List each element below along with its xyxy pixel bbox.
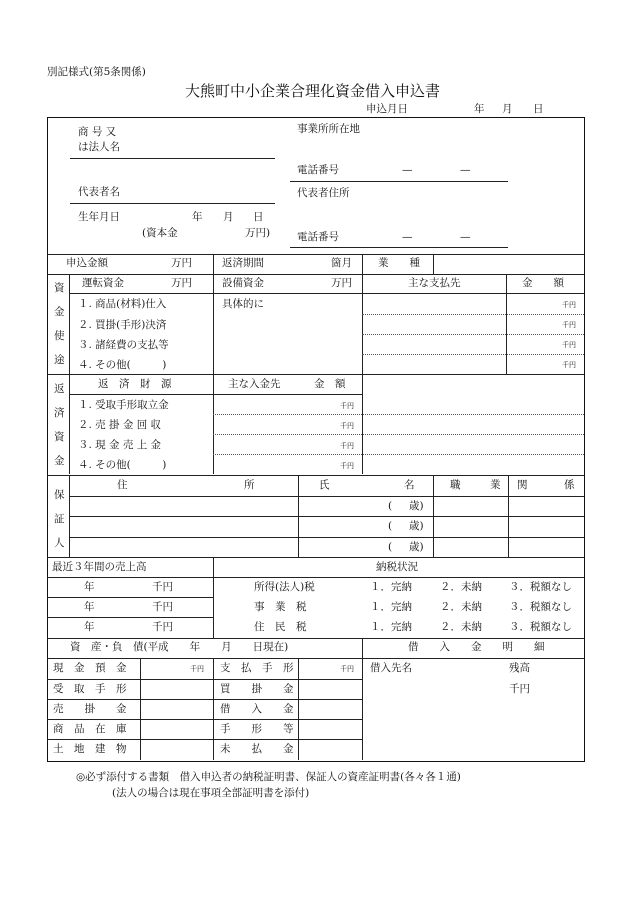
date-day: 日: [533, 103, 544, 115]
use-item-2: ２. 買掛(手形)決済: [78, 319, 167, 331]
divider: [506, 274, 507, 374]
divider: [47, 679, 362, 680]
divider: [69, 293, 584, 294]
age-open-3: (: [388, 541, 393, 553]
office-address-label: 事業所所在地: [297, 123, 360, 135]
date-month: 月: [502, 103, 513, 115]
assets-header: 資 産・負 債(平成 年 月 日現在): [70, 641, 289, 653]
page-title: 大熊町中小企業合理化資金借入申込書: [185, 82, 441, 100]
form-reference: 別記様式(第5条関係): [47, 66, 146, 78]
divider: [433, 254, 434, 274]
tax-header: 納税状況: [376, 561, 418, 573]
dotted-row-line: [213, 454, 584, 455]
divider: [47, 557, 584, 558]
payee-header: 主な支払先: [408, 277, 461, 289]
tax-business-none: ３．税額なし: [509, 601, 572, 613]
liability-unit: 千円: [340, 665, 354, 673]
guarantor-side-2: 証: [54, 513, 65, 525]
date-label: 申込月日: [366, 103, 408, 115]
divider: [47, 719, 362, 720]
dotted-row-line: [213, 434, 584, 435]
divider: [47, 475, 584, 476]
dotted-row-line: [213, 414, 584, 415]
divider: [69, 394, 362, 395]
sales-unit-3: 千円: [152, 621, 173, 633]
trade-name-field[interactable]: [70, 158, 275, 159]
liability-unpaid: 未 払 金: [220, 743, 294, 755]
attachment-note: ◎必ず添付する書類 借入申込者の納税証明書、保証人の資産証明書(各々各１通): [76, 771, 461, 783]
loan-amount-unit: 万円: [171, 257, 192, 269]
birth-year: 年: [192, 211, 203, 223]
date-year: 年: [474, 103, 485, 115]
operating-funds-label: 運転資金: [82, 277, 124, 289]
guarantor-name-header-2: 名: [404, 479, 415, 491]
tax-label-income: 所得(法人)税: [254, 581, 315, 593]
rep-phone-label: 電話番号: [297, 231, 339, 243]
sales-unit-1: 千円: [152, 581, 173, 593]
use-item-1: １. 商品(材料)仕入: [78, 298, 167, 310]
guarantor-side-3: 人: [54, 537, 65, 549]
tax-income-none: ３．税額なし: [509, 581, 572, 593]
divider: [362, 274, 363, 374]
repay-amount-unit-4: 千円: [340, 462, 354, 470]
tax-label-resident: 住 民 税: [254, 621, 307, 633]
repay-side-3: 資: [54, 431, 65, 443]
tax-income-unpaid: ２．未納: [440, 581, 482, 593]
rep-name-field[interactable]: [70, 203, 275, 204]
repay-item-2: ２. 売 掛 金 回 収: [78, 419, 162, 431]
guarantor-name-header: 氏: [319, 479, 330, 491]
trade-name-label: 商 号 又: [78, 126, 117, 138]
divider: [47, 254, 584, 255]
divider: [47, 638, 584, 639]
use-side-4: 途: [54, 354, 65, 366]
age-open-2: (: [388, 520, 393, 532]
use-side-3: 使: [54, 330, 65, 342]
divider: [47, 597, 213, 598]
divider: [362, 254, 363, 274]
repay-side-1: 返: [54, 383, 65, 395]
industry-label: 業 種: [378, 257, 420, 269]
sales-header: 最近３年間の売上高: [52, 561, 147, 573]
guarantor-side-1: 保: [54, 489, 65, 501]
asset-notes-receivable: 受 取 手 形: [53, 683, 127, 695]
divider: [47, 374, 584, 375]
birth-month: 月: [223, 211, 234, 223]
divider: [298, 658, 299, 760]
tax-resident-none: ３．税額なし: [509, 621, 572, 633]
phone-label: 電話番号: [297, 164, 339, 176]
repay-amount-unit-3: 千円: [340, 442, 354, 450]
sales-year-2: 年: [84, 601, 95, 613]
divider: [47, 739, 362, 740]
use-side-1: 資: [54, 282, 65, 294]
equipment-funds-label: 設備資金: [222, 277, 264, 289]
age-close-2: 歳): [409, 520, 424, 532]
sales-unit-2: 千円: [152, 601, 173, 613]
capital-unit: 万円): [245, 227, 271, 239]
birth-label: 生年月日: [78, 211, 120, 223]
use-item-3: ３. 諸経費の支払等: [78, 339, 169, 351]
equipment-funds-unit: 万円: [331, 277, 352, 289]
age-close-1: 歳): [409, 500, 424, 512]
concrete-label: 具体的に: [222, 298, 264, 310]
use-item-4: ４. その他( ): [78, 359, 167, 371]
loan-period-unit: 箇月: [331, 257, 352, 269]
guarantor-address-header: 住: [117, 479, 128, 491]
divider: [213, 658, 214, 760]
divider: [47, 577, 584, 578]
rep-address-label: 代表者住所: [297, 187, 350, 199]
repay-amount-unit-1: 千円: [340, 402, 354, 410]
tax-resident-unpaid: ２．未納: [440, 621, 482, 633]
tax-label-business: 事 業 税: [254, 601, 307, 613]
lender-name-label: 借入先名: [370, 662, 412, 674]
use-amount-unit-2: 千円: [562, 321, 576, 329]
tax-business-paid: １．完納: [370, 601, 412, 613]
use-amount-unit-4: 千円: [562, 361, 576, 369]
attachment-note-corporate: (法人の場合は現在事項全部証明書を添付): [112, 787, 310, 799]
repay-item-4: ４. その他( ): [78, 459, 167, 471]
asset-land-buildings: 土 地 建 物: [53, 743, 127, 755]
age-close-3: 歳): [409, 541, 424, 553]
tax-income-paid: １．完納: [370, 581, 412, 593]
rep-phone-field[interactable]: [290, 247, 508, 248]
divider: [69, 274, 70, 374]
liability-notes-etc: 手 形 等: [220, 723, 294, 735]
tax-resident-paid: １．完納: [370, 621, 412, 633]
divider: [47, 617, 213, 618]
divider: [140, 658, 141, 760]
divider: [69, 537, 584, 538]
use-amount-unit-1: 千円: [562, 301, 576, 309]
divider: [362, 638, 363, 760]
divider: [213, 274, 214, 374]
divider: [213, 557, 214, 638]
use-amount-unit-3: 千円: [562, 341, 576, 349]
tax-business-unpaid: ２．未納: [440, 601, 482, 613]
sales-year-3: 年: [84, 621, 95, 633]
phone-dash-2: —: [460, 164, 471, 176]
capital-label: (資本金: [142, 227, 178, 239]
repay-item-1: １. 受取手形取立金: [78, 399, 169, 411]
liability-accounts-payable: 買 掛 金: [220, 683, 294, 695]
repay-side-2: 済: [54, 407, 65, 419]
guarantor-address-header-2: 所: [244, 479, 255, 491]
asset-accounts-receivable: 売 掛 金: [53, 703, 127, 715]
divider: [213, 374, 214, 474]
liability-borrowings: 借 入 金: [220, 703, 294, 715]
loan-period-label: 返済期間: [222, 257, 264, 269]
divider: [69, 496, 584, 497]
divider: [47, 274, 584, 275]
rep-phone-dash-1: —: [402, 231, 413, 243]
repay-source-header: 返 済 財 源: [98, 378, 172, 390]
divider: [69, 516, 584, 517]
repay-side-4: 金: [54, 455, 65, 467]
guarantor-rel-header: 関: [517, 479, 528, 491]
guarantor-rel-header-2: 係: [564, 479, 575, 491]
birth-day: 日: [253, 211, 264, 223]
dotted-row-line: [362, 354, 584, 355]
asset-unit: 千円: [190, 665, 204, 673]
repay-amount-header: 金 額: [314, 378, 346, 390]
divider: [47, 699, 362, 700]
liability-notes-payable: 支 払 手 形: [220, 662, 294, 674]
trade-name-label-2: は法人名: [78, 141, 120, 153]
payer-header: 主な入金先: [228, 378, 281, 390]
age-open-1: (: [388, 500, 393, 512]
phone-dash-1: —: [402, 164, 413, 176]
borrowings-header: 借 入 金 明 細: [408, 641, 545, 653]
balance-label: 残高: [509, 662, 530, 674]
divider: [362, 374, 363, 474]
balance-unit: 千円: [509, 683, 530, 695]
amount-header: 金 額: [522, 277, 564, 289]
asset-cash-deposits: 現 金 預 金: [53, 662, 127, 674]
rep-phone-dash-2: —: [460, 231, 471, 243]
divider: [69, 374, 70, 474]
rep-name-label: 代表者名: [78, 186, 120, 198]
repay-item-3: ３. 現 金 売 上 金: [78, 439, 162, 451]
dotted-row-line: [362, 314, 584, 315]
loan-amount-label: 申込金額: [66, 257, 108, 269]
guarantor-job-header-2: 業: [490, 479, 501, 491]
sales-year-1: 年: [84, 581, 95, 593]
repay-amount-unit-2: 千円: [340, 422, 354, 430]
operating-funds-unit: 万円: [171, 277, 192, 289]
divider: [47, 658, 584, 659]
guarantor-job-header: 職: [450, 479, 461, 491]
dotted-row-line: [362, 334, 584, 335]
asset-inventory: 商 品 在 庫: [53, 723, 127, 735]
divider: [213, 254, 214, 274]
office-phone-field[interactable]: [290, 181, 508, 182]
use-side-2: 金: [54, 306, 65, 318]
